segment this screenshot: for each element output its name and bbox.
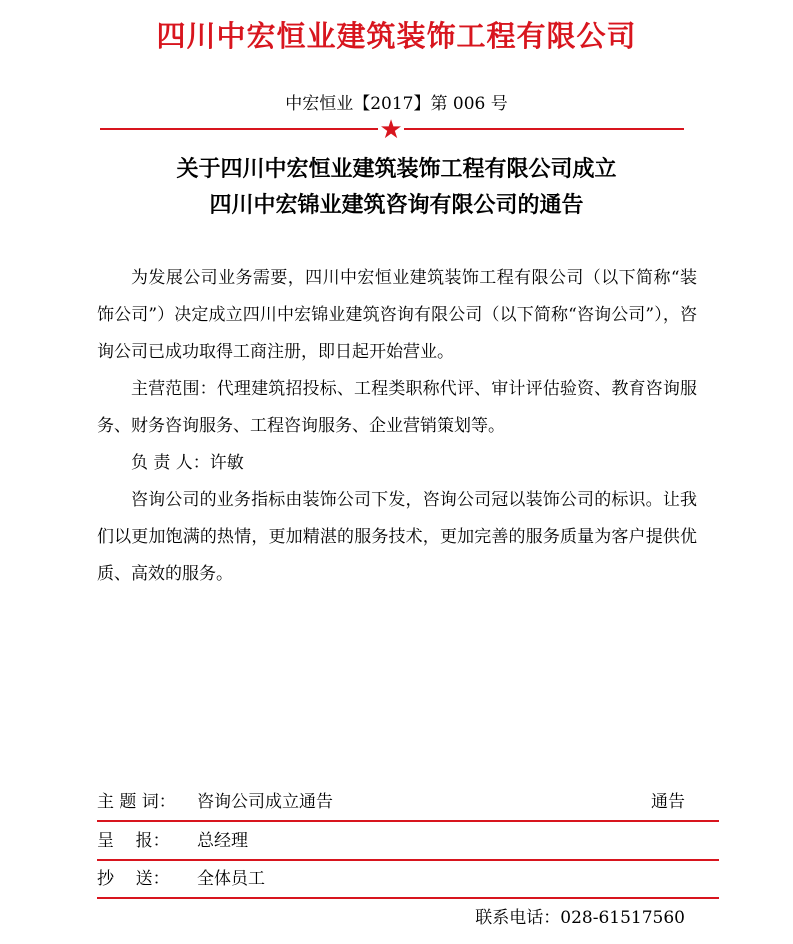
footer-copy-row	[97, 866, 685, 892]
footer-report-row	[97, 828, 685, 854]
copy-label: 抄 送：	[97, 869, 170, 889]
company-header-title: 四川中宏恒业建筑装饰工程有限公司	[156, 19, 637, 53]
document-number: 中宏恒业【2017】第 006 号	[285, 94, 508, 114]
header-divider-right	[404, 128, 684, 130]
subject-value: 咨询公司成立通告	[197, 792, 333, 812]
footer-divider-3	[97, 897, 719, 899]
footer-subject-row	[97, 789, 685, 815]
paragraph-closing: 咨询公司的业务指标由装饰公司下发，咨询公司冠以装饰公司的标识。让我们以更加饱满的热情，更加精湛的服务技术，更加完善的服务质量为客户提供优质、高效的服务。	[97, 490, 697, 584]
report-label: 呈 报：	[97, 831, 170, 851]
contact-phone: 联系电话：028-61517560	[475, 908, 685, 928]
report-value: 总经理	[197, 831, 248, 851]
paragraph-business-scope: 主营范围：代理建筑招投标、工程类职称代评、审计评估验资、教育咨询服务、财务咨询服务、工程咨询服务、企业营销策划等。	[97, 379, 697, 436]
paragraph-announcement: 为发展公司业务需要，四川中宏恒业建筑装饰工程有限公司（以下简称“装饰公司”）决定成立四川中宏锦业建筑咨询有限公司（以下简称“咨询公司”），咨询公司已成功取得工商注册，即日起开始营业。	[97, 268, 697, 362]
footer-divider-2	[97, 859, 719, 861]
footer-divider-1	[97, 820, 719, 822]
notice-title-line-1: 关于四川中宏恒业建筑装饰工程有限公司成立	[176, 157, 617, 182]
subject-category: 通告	[651, 792, 685, 812]
copy-value: 全体员工	[197, 869, 265, 889]
subject-label: 主 题 词：	[97, 792, 176, 812]
paragraph-person-in-charge: 负 责 人：许敏	[131, 453, 244, 473]
notice-body	[97, 260, 697, 593]
header-divider-left	[100, 128, 378, 130]
star-icon: ★	[379, 115, 403, 145]
notice-title-line-2: 四川中宏锦业建筑咨询有限公司的通告	[209, 193, 584, 218]
